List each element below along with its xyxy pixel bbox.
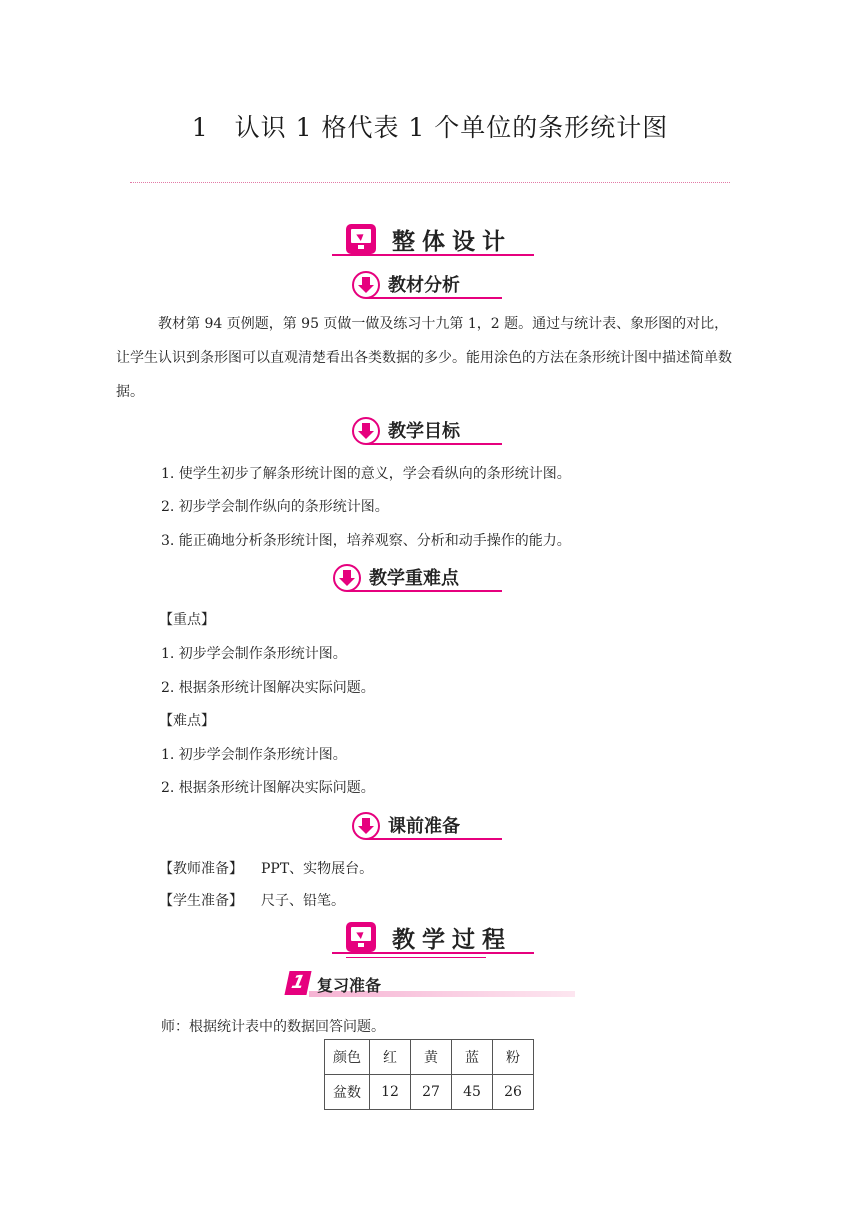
goal-item: 3. 能正确地分析条形统计图，培养观察、分析和动手操作的能力。 [161,533,571,549]
table-cell: 盆数 [325,1075,370,1110]
subsection-title: 课前准备 [388,816,460,837]
subsection-title: 教学重难点 [369,568,459,589]
section-teaching-process [346,922,534,962]
download-arrow-icon [333,564,361,592]
download-arrow-icon [352,271,380,299]
table-cell: 27 [411,1075,452,1110]
download-arrow-icon [352,417,380,445]
subsection-goals [352,417,502,447]
goal-item: 2. 初步学会制作纵向的条形统计图。 [161,499,389,515]
subsection-title: 教材分析 [388,275,460,296]
table-cell: 粉 [493,1040,534,1075]
student-preparation-label: 【学生准备】 [159,893,243,909]
student-preparation [159,890,345,910]
difficult-label: 【难点】 [159,713,215,729]
table-row [325,1075,534,1110]
teacher-preparation-value: PPT、实物展台。 [261,861,374,877]
table-cell: 蓝 [452,1040,493,1075]
subsection-title: 教学目标 [388,421,460,442]
difficult-item: 1. 初步学会制作条形统计图。 [161,747,347,763]
flower-count-table [324,1039,534,1110]
monitor-icon [346,224,376,254]
key-item: 2. 根据条形统计图解决实际问题。 [161,680,375,696]
section-title: 教学过程 [392,927,512,953]
table-cell: 26 [493,1075,534,1110]
table-cell: 黄 [411,1040,452,1075]
teacher-preparation [159,858,373,878]
table-cell: 45 [452,1075,493,1110]
page-title: 1 认识 1 格代表 1 个单位的条形统计图 [191,113,669,142]
key-label: 【重点】 [159,612,215,628]
key-item: 1. 初步学会制作条形统计图。 [161,646,347,662]
subsection-preparation [352,812,502,842]
monitor-icon [346,922,376,952]
table-cell: 12 [370,1075,411,1110]
table-cell: 颜色 [325,1040,370,1075]
student-preparation-value: 尺子、铅笔。 [261,893,345,909]
table-row [325,1040,534,1075]
section-overall-design [346,224,534,264]
difficult-item: 2. 根据条形统计图解决实际问题。 [161,780,375,796]
step-title: 复习准备 [317,976,382,995]
teacher-preparation-label: 【教师准备】 [159,861,243,877]
subsection-material-analysis [352,271,502,301]
subsection-key-points [333,564,502,594]
step-review [287,971,575,1001]
section-title: 整体设计 [392,229,512,255]
download-arrow-icon [352,812,380,840]
step-number-badge: 1 [284,971,311,995]
dotted-divider [130,182,730,183]
table-cell: 红 [370,1040,411,1075]
step-intro: 师：根据统计表中的数据回答问题。 [161,1019,385,1035]
material-analysis-text: 教材第 94 页例题，第 95 页做一做及练习十九第 1，2 题。通过与统计表、象形图的对比，让学生认识到条形图可以直观清楚看出各类数据的多少。能用涂色的方法在条形统计图中描述简单数据。 [116,316,732,400]
goal-item: 1. 使学生初步了解条形统计图的意义，学会看纵向的条形统计图。 [161,466,571,482]
